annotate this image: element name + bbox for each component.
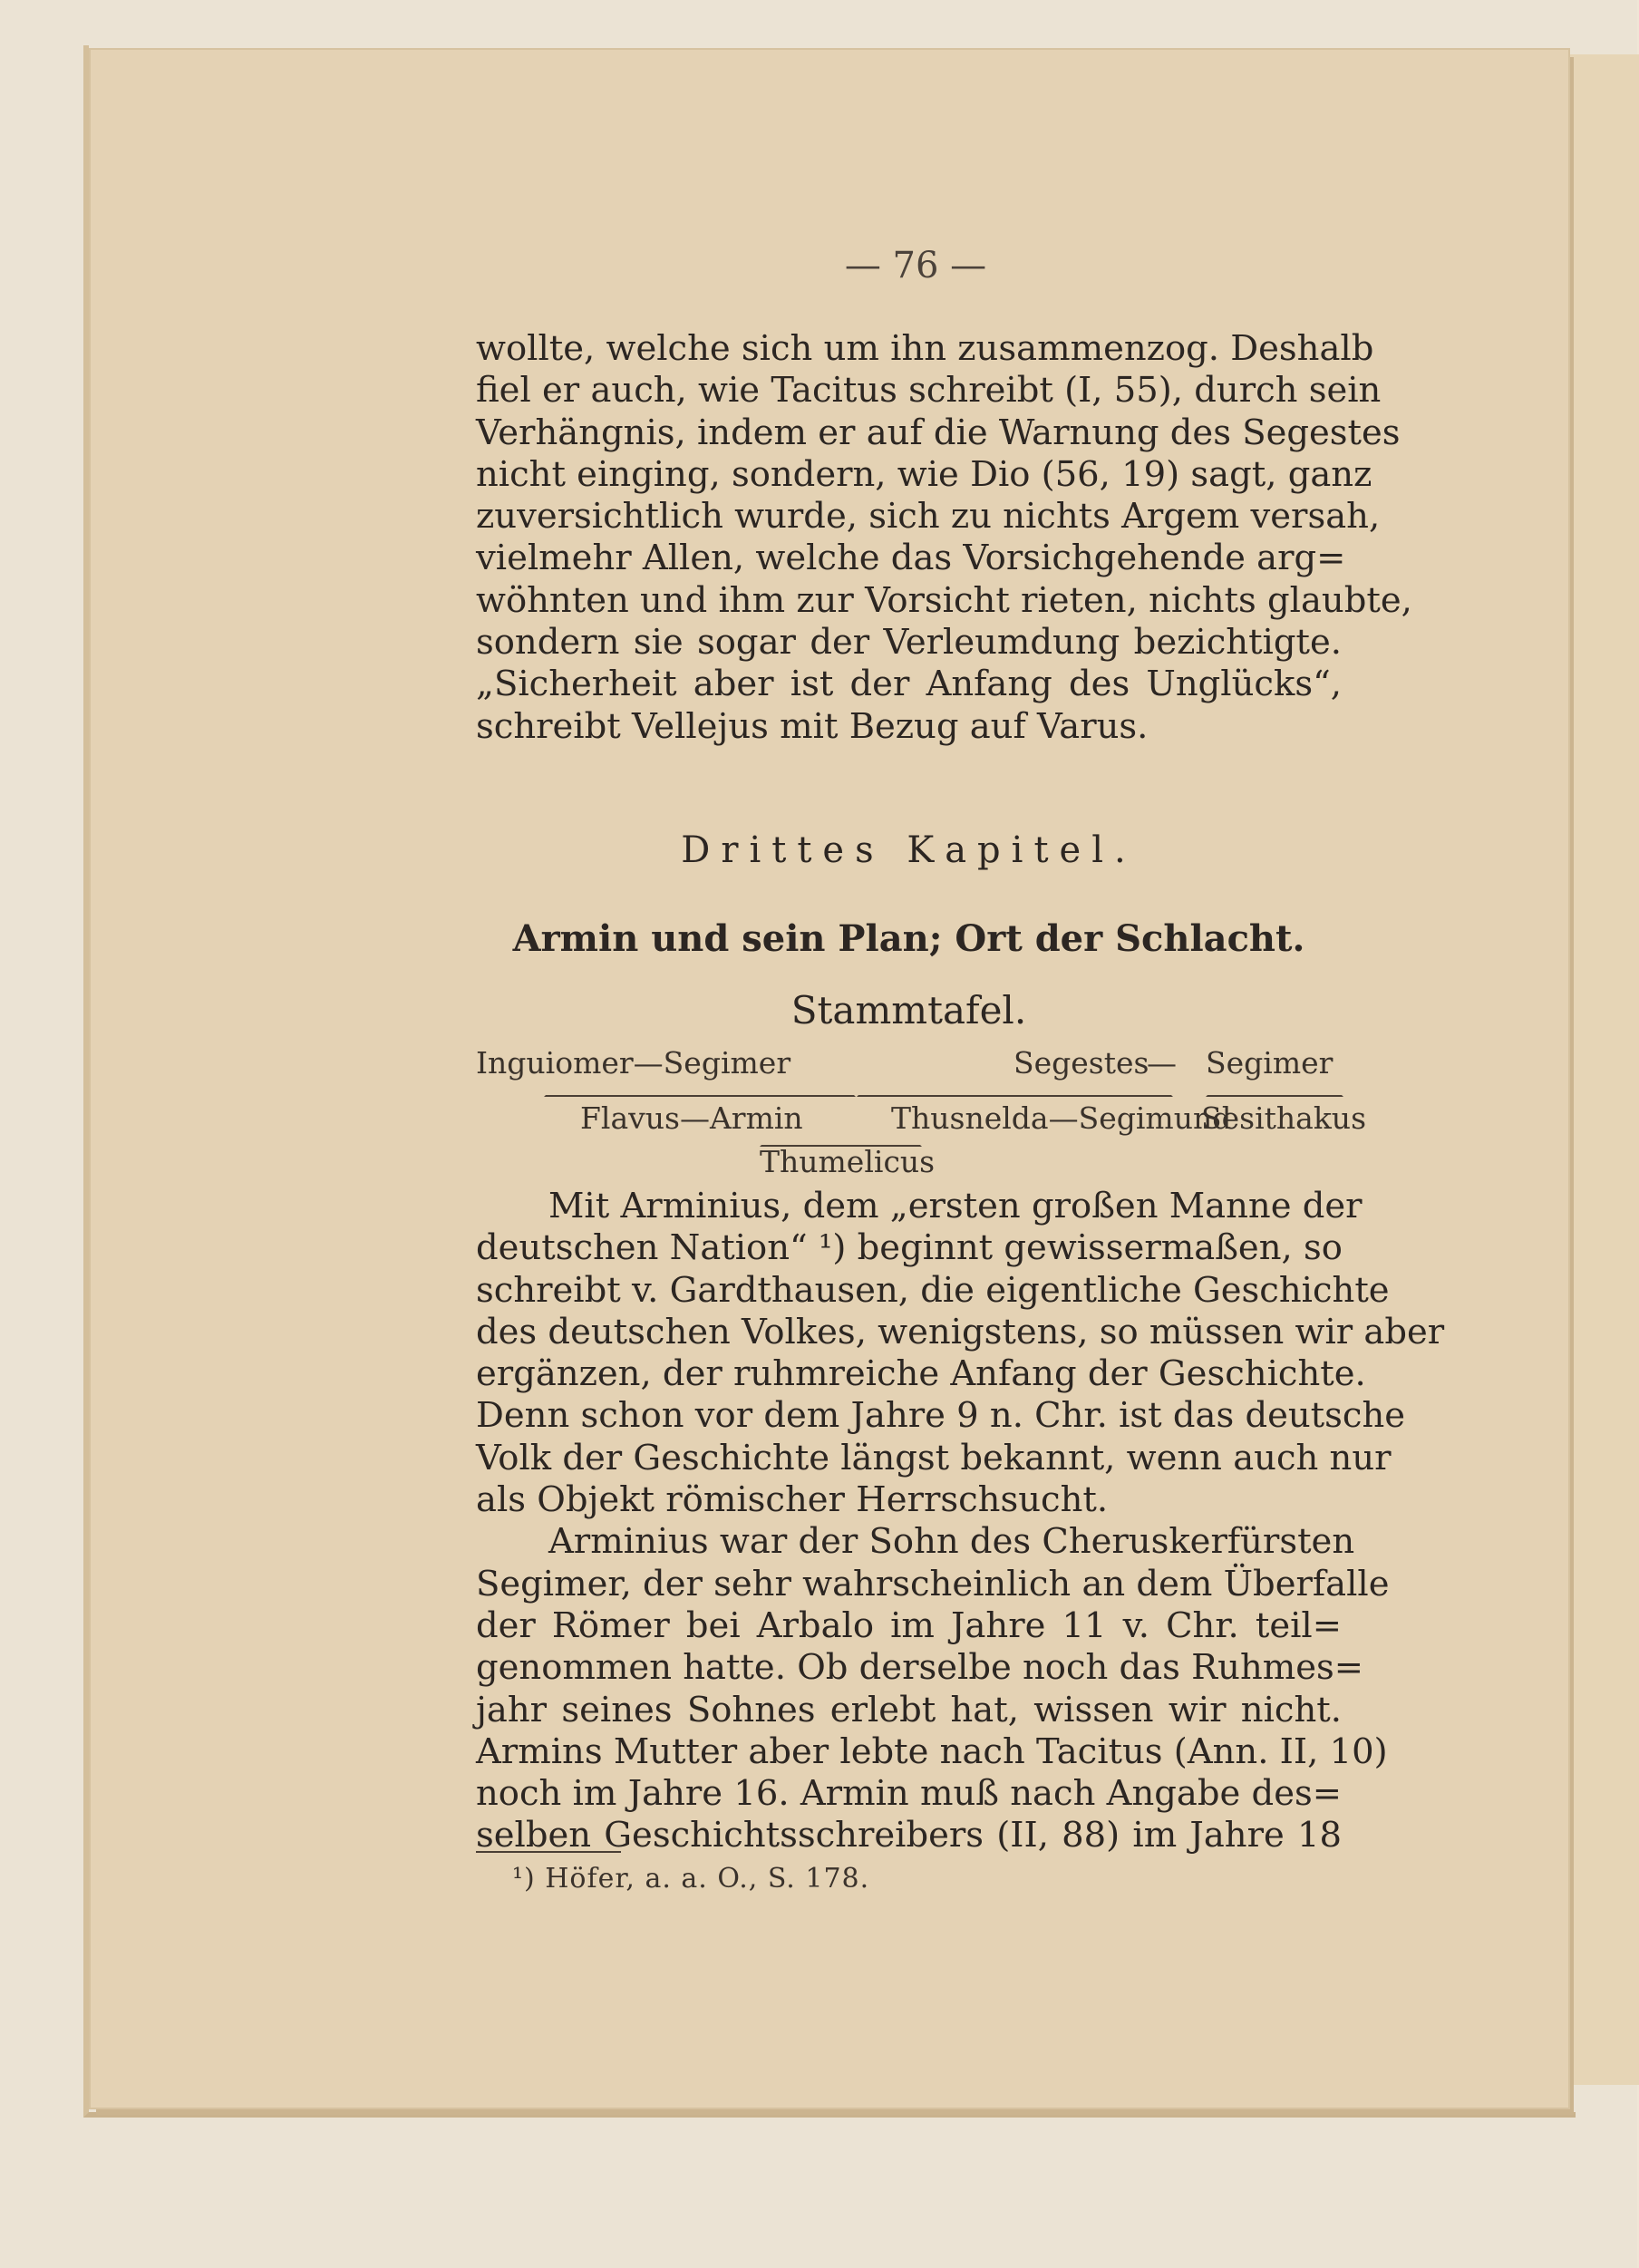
tree-row2-mid: Thusnelda—Segimund — [891, 1100, 1232, 1136]
tree-row1-segestes: Segestes — [1013, 1045, 1149, 1081]
footnote: ¹) Höfer, a. a. O., S. 178. — [512, 1863, 870, 1895]
tree-row1-dash: — — [1147, 1045, 1177, 1081]
text-line: Denn schon vor dem Jahre 9 n. Chr. ist das deutsche — [476, 1395, 1406, 1437]
tree-row2-right: Sesithakus — [1201, 1100, 1366, 1136]
footnote-rule — [476, 1851, 621, 1853]
text-line: wöhnten und ihm zur Vorsicht rieten, nichts glaubte, — [476, 579, 1412, 621]
next-page-edge — [1566, 54, 1639, 2085]
text-line: schreibt Vellejus mit Bezug auf Varus. — [476, 705, 1149, 747]
text-line: Segimer, der sehr wahrscheinlich an dem Überfalle — [476, 1563, 1390, 1604]
text-line: wollte, welche sich um ihn zusammenzog. Deshalb — [476, 328, 1374, 369]
brace-line — [857, 1088, 1173, 1097]
text-line: noch im Jahre 16. Armin muß nach Angabe des= — [476, 1773, 1342, 1815]
brace-line — [1206, 1088, 1343, 1097]
text-line: selben Geschichtsschreibers (II, 88) im Jahre 18 — [476, 1815, 1342, 1856]
text-line: ergänzen, der ruhmreiche Anfang der Geschichte. — [476, 1353, 1366, 1395]
text-line: sondern sie sogar der Verleumdung bezichtigte. — [476, 622, 1342, 664]
paragraph-2 — [476, 1186, 1445, 1857]
text-line: Armins Mutter aber lebte nach Tacitus (Ann. II, 10) — [476, 1730, 1388, 1772]
text-line: zuversichtlich wurde, sich zu nichts Argem versah, — [476, 496, 1381, 538]
text-line: jahr seines Sohnes erlebt hat, wissen wir nicht. — [476, 1689, 1342, 1730]
stammtafel-title: Stammtafel. — [790, 988, 1027, 1032]
chapter-title: Drittes Kapitel. — [681, 829, 1137, 871]
text-line: als Objekt römischer Herrschsucht. — [476, 1479, 1109, 1521]
text-line: Verhängnis, indem er auf die Warnung des Segestes — [476, 412, 1401, 453]
tree-row1-segimer: Segimer — [1206, 1045, 1334, 1081]
text-line: nicht einging, sondern, wie Dio (56, 19) sagt, ganz — [476, 453, 1372, 495]
text-line: schreibt v. Gardthausen, die eigentliche Geschichte — [476, 1269, 1390, 1311]
chapter-heading: Armin und sein Plan; Ort der Schlacht. — [512, 917, 1305, 960]
tree-row3: Thumelicus — [760, 1144, 936, 1179]
text-line: der Römer bei Arbalo im Jahre 11 v. Chr. teil= — [476, 1604, 1342, 1646]
text-line: fiel er auch, wie Tacitus schreibt (I, 55), durch sein — [476, 370, 1382, 412]
text-line: „Sicherheit aber ist der Anfang des Unglücks“, — [476, 664, 1342, 705]
page-number: — 76 — — [844, 245, 987, 286]
text-line: des deutschen Volkes, wenigstens, so müssen wir aber — [476, 1311, 1445, 1352]
paragraph-1 — [476, 328, 1412, 748]
text-line: genommen hatte. Ob derselbe noch das Ruhmes= — [476, 1647, 1364, 1689]
text-line: Mit Arminius, dem „ersten großen Manne der — [548, 1186, 1363, 1226]
text-line: Arminius war der Sohn des Cheruskerfürsten — [548, 1521, 1355, 1563]
text-line: deutschen Nation“ ¹) beginnt gewissermaßen, so — [476, 1227, 1343, 1269]
text-line: vielmehr Allen, welche das Vorsichgehende arg= — [476, 538, 1346, 579]
tree-row1-left: Inguiomer—Segimer — [476, 1045, 791, 1081]
text-line: Volk der Geschichte längst bekannt, wenn auch nur — [476, 1437, 1392, 1478]
tree-row2-left: Flavus—Armin — [580, 1100, 803, 1136]
brace-line — [544, 1088, 856, 1097]
